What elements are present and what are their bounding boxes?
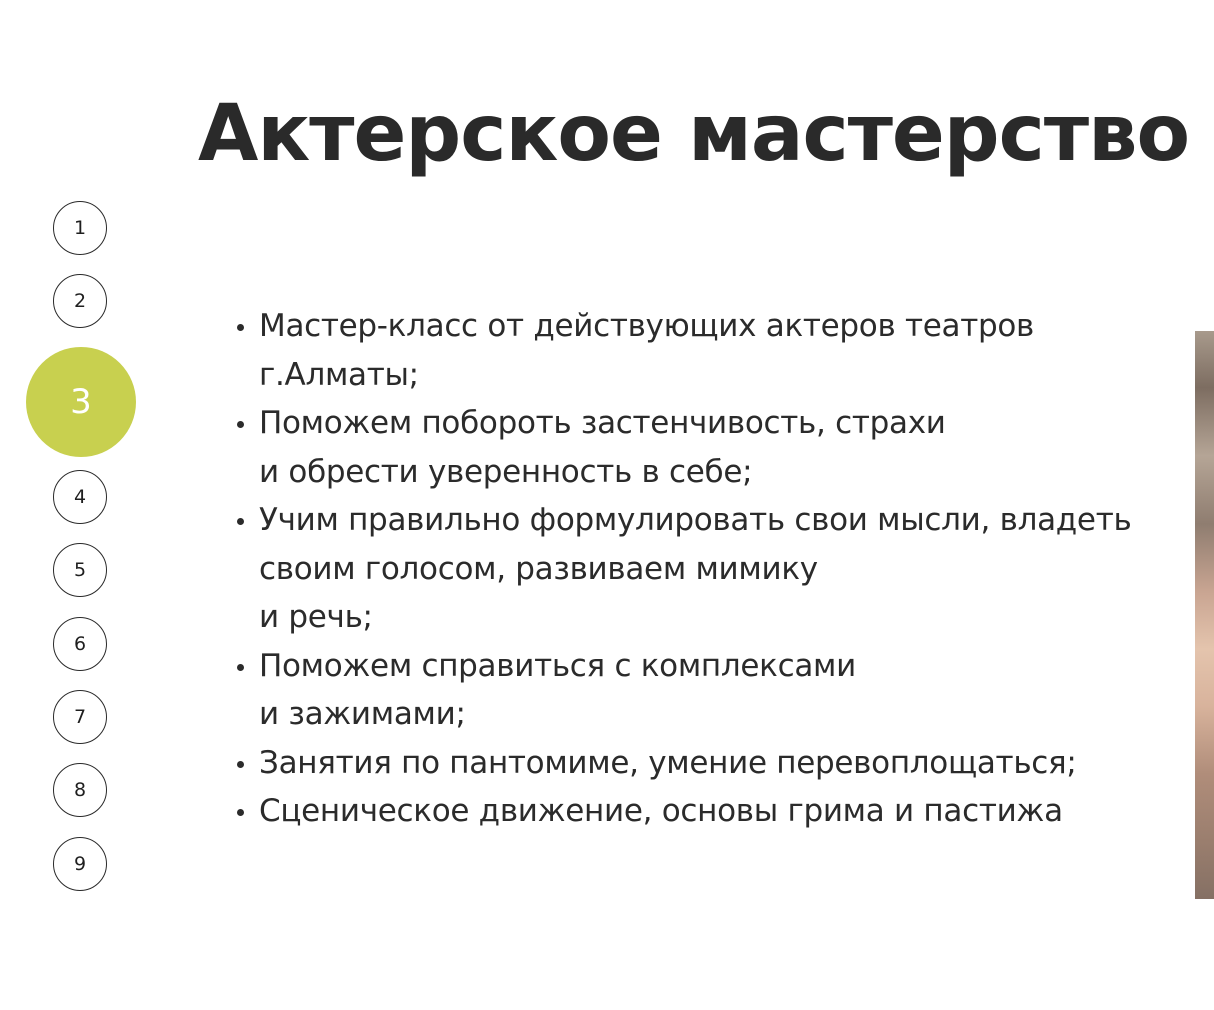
- page-dot-5[interactable]: 5: [53, 543, 107, 597]
- feature-item: [232, 399, 1214, 496]
- feature-item: [232, 787, 1214, 836]
- page-dot-1[interactable]: 1: [53, 201, 107, 255]
- page-dot-8[interactable]: 8: [53, 763, 107, 817]
- feature-line: и речь;: [259, 599, 373, 635]
- feature-item: [232, 496, 1214, 642]
- slide-pagination: [0, 0, 160, 1010]
- feature-line: Занятия по пантомиме, умение перевоплощаться;: [259, 744, 1077, 781]
- page-dot-6[interactable]: 6: [53, 617, 107, 671]
- feature-line: Мастер-класс от действующих актеров театров: [259, 308, 1034, 344]
- feature-line: Поможем побороть застенчивость, страхи: [259, 405, 946, 441]
- slide-photo: [1195, 331, 1214, 899]
- page-title: Актерское мастерство: [198, 89, 1190, 179]
- feature-item: [232, 739, 1214, 788]
- feature-line: Поможем справиться с комплексами: [259, 647, 856, 684]
- feature-line: и обрести уверенность в себе;: [259, 453, 753, 490]
- page-dot-3-active[interactable]: 3: [26, 347, 136, 457]
- page-dot-9[interactable]: 9: [53, 837, 107, 891]
- page-dot-2[interactable]: 2: [53, 274, 107, 328]
- feature-line: г.Алматы;: [259, 356, 419, 393]
- feature-line: и зажимами;: [259, 696, 466, 732]
- feature-item: [232, 302, 1214, 399]
- page-dot-7[interactable]: 7: [53, 690, 107, 744]
- feature-line: своим голосом, развиваем мимику: [259, 550, 818, 587]
- feature-line: Сценическое движение, основы грима и пастижа: [259, 793, 1063, 829]
- page-dot-4[interactable]: 4: [53, 470, 107, 524]
- feature-item: [232, 642, 1214, 739]
- feature-line: Учим правильно формулировать свои мысли, владеть: [259, 502, 1132, 538]
- feature-list: [232, 302, 1214, 836]
